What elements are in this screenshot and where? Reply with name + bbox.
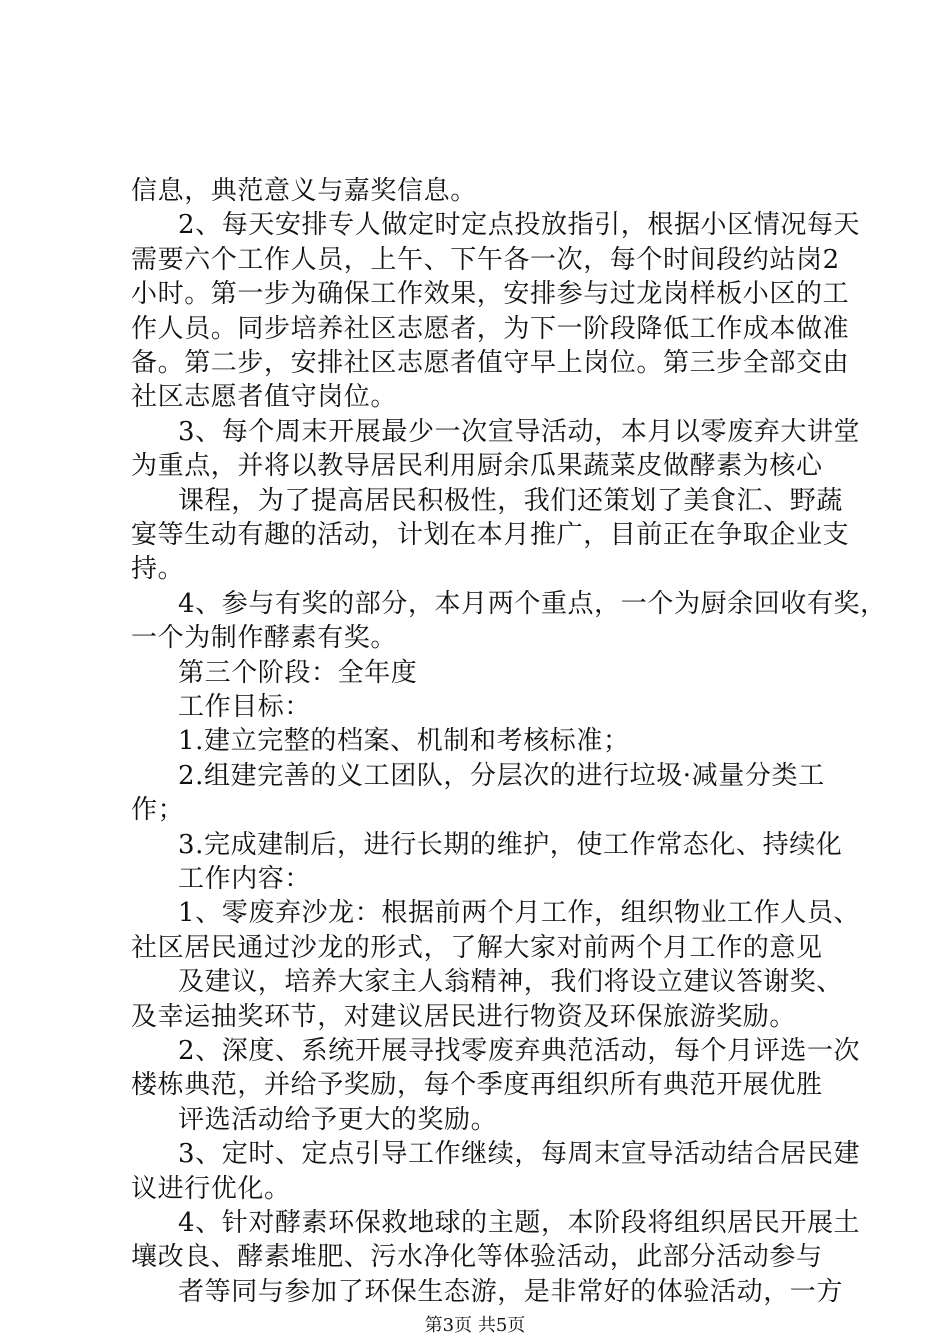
text-line: 2.组建完善的义工团队，分层次的进行垃圾·减量分类工: [178, 760, 825, 791]
text-line: 4、参与有奖的部分，本月两个重点，一个为厨余回收有奖，: [178, 588, 887, 619]
text-line: 持。: [131, 554, 185, 585]
text-line: 楼栋典范，并给予奖励，每个季度再组织所有典范开展优胜: [131, 1070, 823, 1101]
text-line: 课程，为了提高居民积极性，我们还策划了美食汇、野蔬: [178, 485, 844, 516]
text-line: 作人员。同步培养社区志愿者，为下一阶段降低工作成本做准: [131, 313, 850, 344]
text-line: 4、针对酵素环保救地球的主题，本阶段将组织居民开展土: [178, 1208, 861, 1238]
text-line: 3、定时、定点引导工作继续，每周末宣导活动结合居民建: [178, 1139, 861, 1170]
text-line: 及幸运抽奖环节，对建议居民进行物资及环保旅游奖励。: [131, 1001, 797, 1032]
text-line: 2、深度、系统开展寻找零废弃典范活动，每个月评选一次: [178, 1036, 861, 1066]
text-line: 1、零废弃沙龙：根据前两个月工作，组织物业工作人员、: [178, 898, 861, 929]
text-line: 者等同与参加了环保生态游，是非常好的体验活动，一方: [178, 1276, 844, 1307]
text-line: 小时。第一步为确保工作效果，安排参与过龙岗样板小区的工: [131, 279, 850, 310]
text-line: 议进行优化。: [131, 1173, 291, 1204]
text-line: 备。第二步，安排社区志愿者值守早上岗位。第三步全部交由: [131, 348, 850, 378]
text-line: 及建议，培养大家主人翁精神，我们将设立建议答谢奖、: [178, 967, 844, 998]
text-line: 信息，典范意义与嘉奖信息。: [131, 176, 477, 206]
text-line: 壤改良、酵素堆肥、污水净化等体验活动，此部分活动参与: [131, 1242, 823, 1273]
text-line: 3、每个周末开展最少一次宣导活动，本月以零废弃大讲堂: [178, 416, 861, 447]
text-line: 社区居民通过沙龙的形式，了解大家对前两个月工作的意见: [131, 932, 823, 963]
text-line: 2、每天安排专人做定时定点投放指引，根据小区情况每天: [178, 210, 861, 241]
text-line: 1.建立完整的档案、机制和考核标准；: [178, 726, 630, 757]
page-footer: 第3页 共5页: [424, 1315, 526, 1337]
text-line: 评选活动给予更大的奖励。: [178, 1104, 498, 1135]
text-line: 社区志愿者值守岗位。: [131, 382, 398, 413]
text-line: 为重点，并将以教导居民利用厨余瓜果蔬菜皮做酵素为核心: [131, 451, 823, 482]
subsection-heading: 工作目标：: [178, 692, 312, 722]
text-line: 作；: [131, 795, 185, 826]
text-line: 宴等生动有趣的活动，计划在本月推广，目前正在争取企业支: [131, 520, 850, 550]
text-line: 一个为制作酵素有奖。: [131, 623, 398, 654]
text-line: 3.完成建制后，进行长期的维护，使工作常态化、持续化: [178, 829, 843, 860]
section-heading: 第三个阶段：全年度: [178, 657, 418, 688]
text-line: 需要六个工作人员，上午、下午各一次，每个时间段约站岗2: [131, 244, 840, 275]
subsection-heading: 工作内容：: [178, 864, 312, 894]
